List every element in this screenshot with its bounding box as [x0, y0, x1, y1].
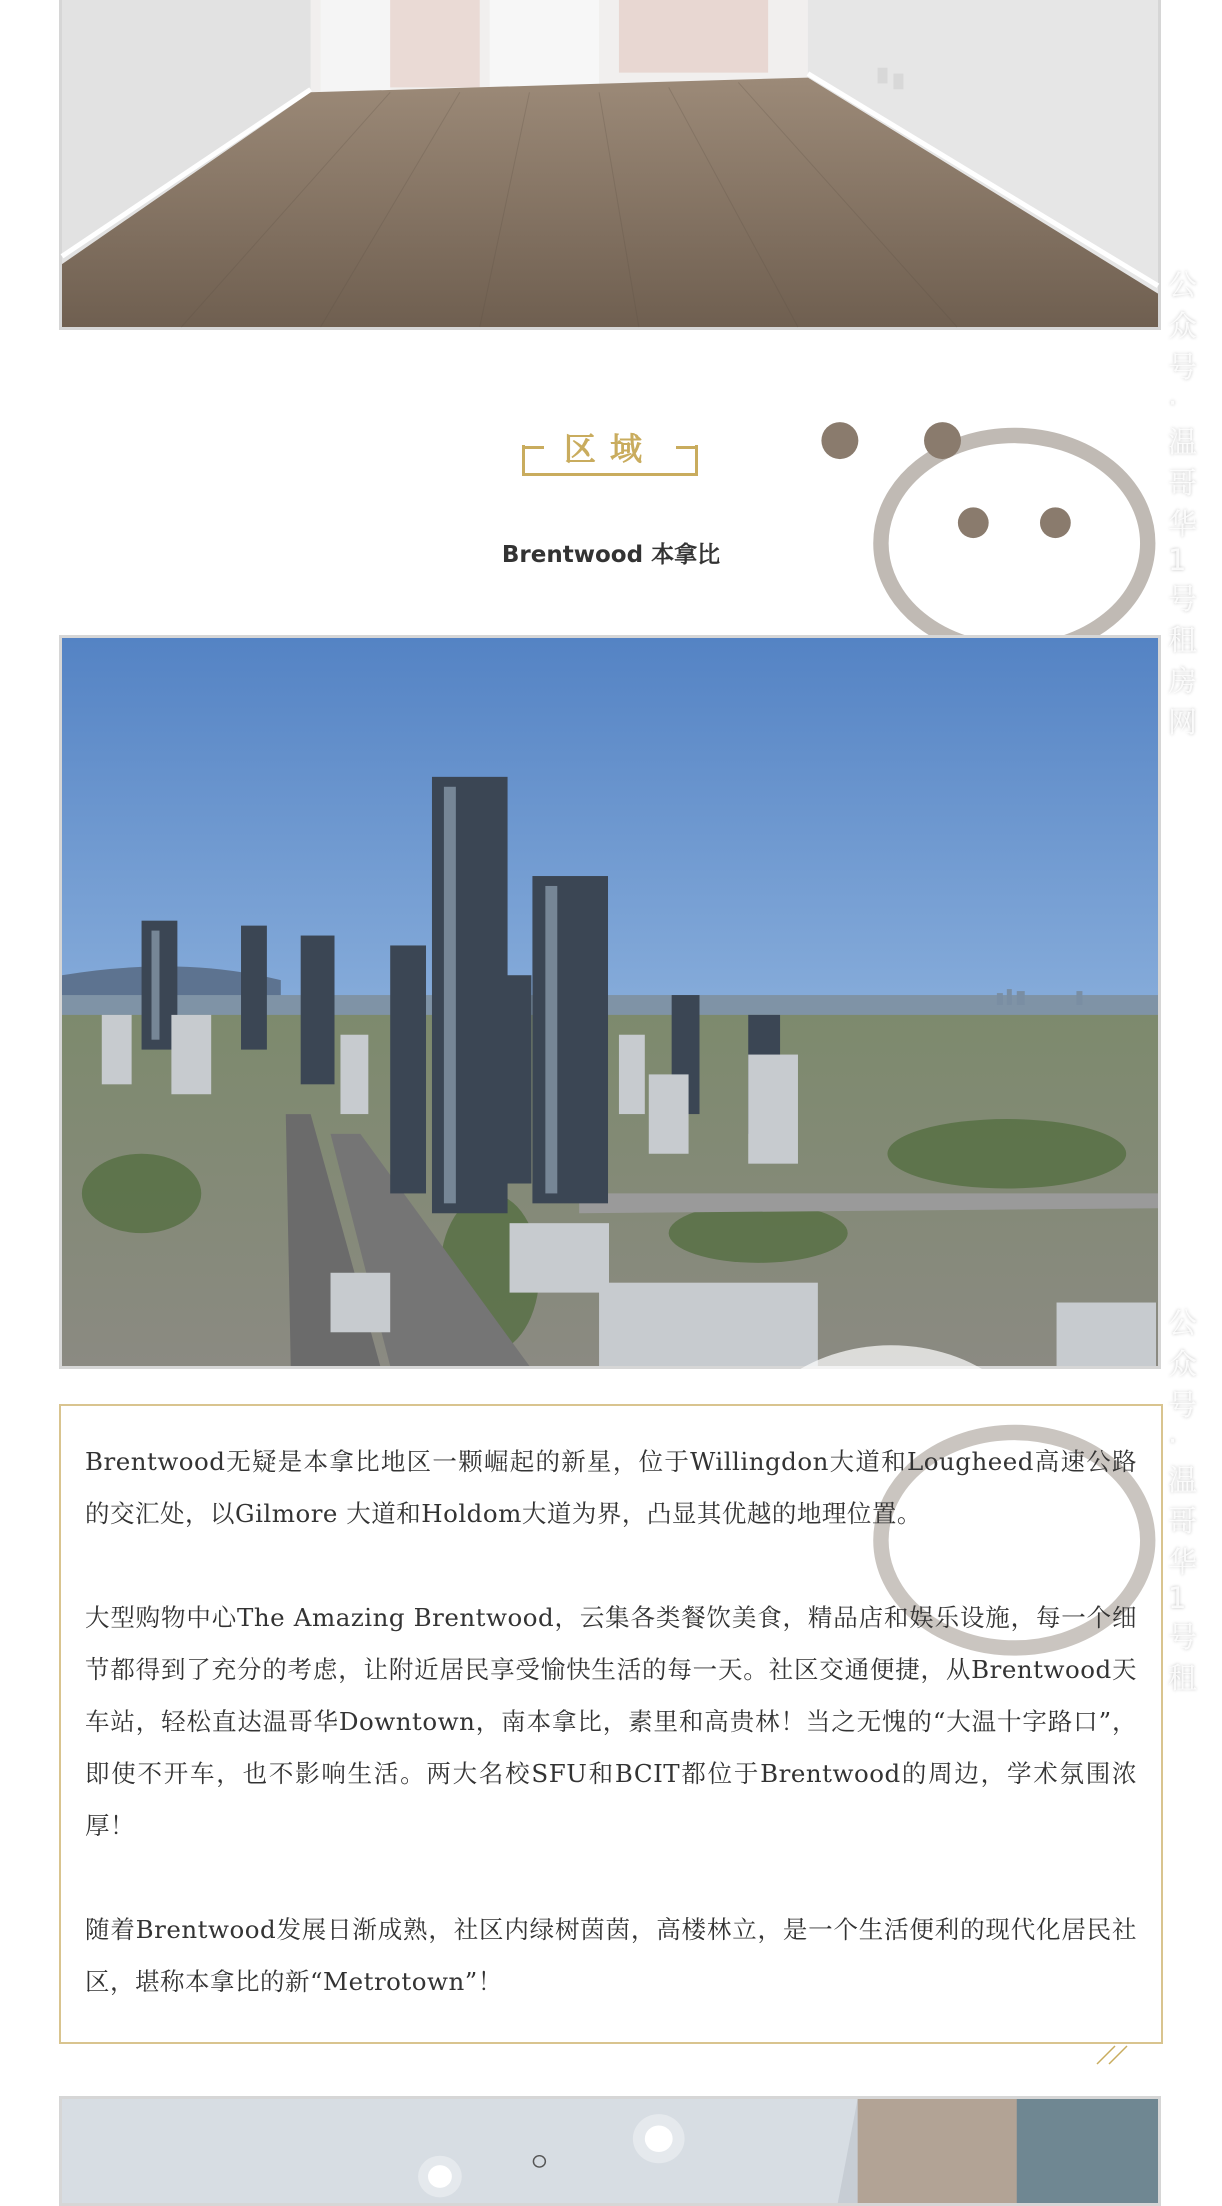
description-box [59, 1404, 1163, 2044]
watermark-text: 公众号 · 温哥华1号租 [1168, 1306, 1199, 1695]
description-paragraph-1: Brentwood无疑是本拿比地区一颗崛起的新星，位于Willingdon大道和Lougheed高速公路的交汇处，以Gilmore 大道和Holdom大道为界，凸显其优越的地理位置。 [85, 1447, 1137, 1528]
description-paragraph-2: 大型购物中心The Amazing Brentwood，云集各类餐饮美食，精品店和娱乐设施，每一个细节都得到了充分的考虑，让附近居民享受愉快生活的每一天。社区交通便捷，从Brentwood天车站，轻松直达温哥华Downtown，南本拿比，素里和高贵林！当之无愧的“大温十字路口”，即使不开车，也不影响生活。两大名校SFU和BCIT都位于Brentwood的周边，学术氛围浓厚！ [85, 1603, 1137, 1840]
interior-photo-bottom [59, 2096, 1161, 2206]
skyline-illustration [62, 638, 1158, 1366]
wechat-icon [727, 338, 1158, 666]
slash-decoration [1095, 2042, 1131, 2066]
ceiling-illustration [62, 2099, 1158, 2203]
description-paragraph-3: 随着Brentwood发展日渐成熟，社区内绿树茵茵，高楼林立，是一个生活便利的现代化居民社区，堪称本拿比的新“Metrotown”！ [85, 1915, 1137, 1996]
section-subtitle: Brentwood 本拿比 [501, 542, 721, 568]
section-title-text: 区域 [563, 430, 656, 468]
section-title [522, 428, 698, 476]
watermark-text: 公众号 · 温哥华1号租房网 [1168, 268, 1199, 739]
